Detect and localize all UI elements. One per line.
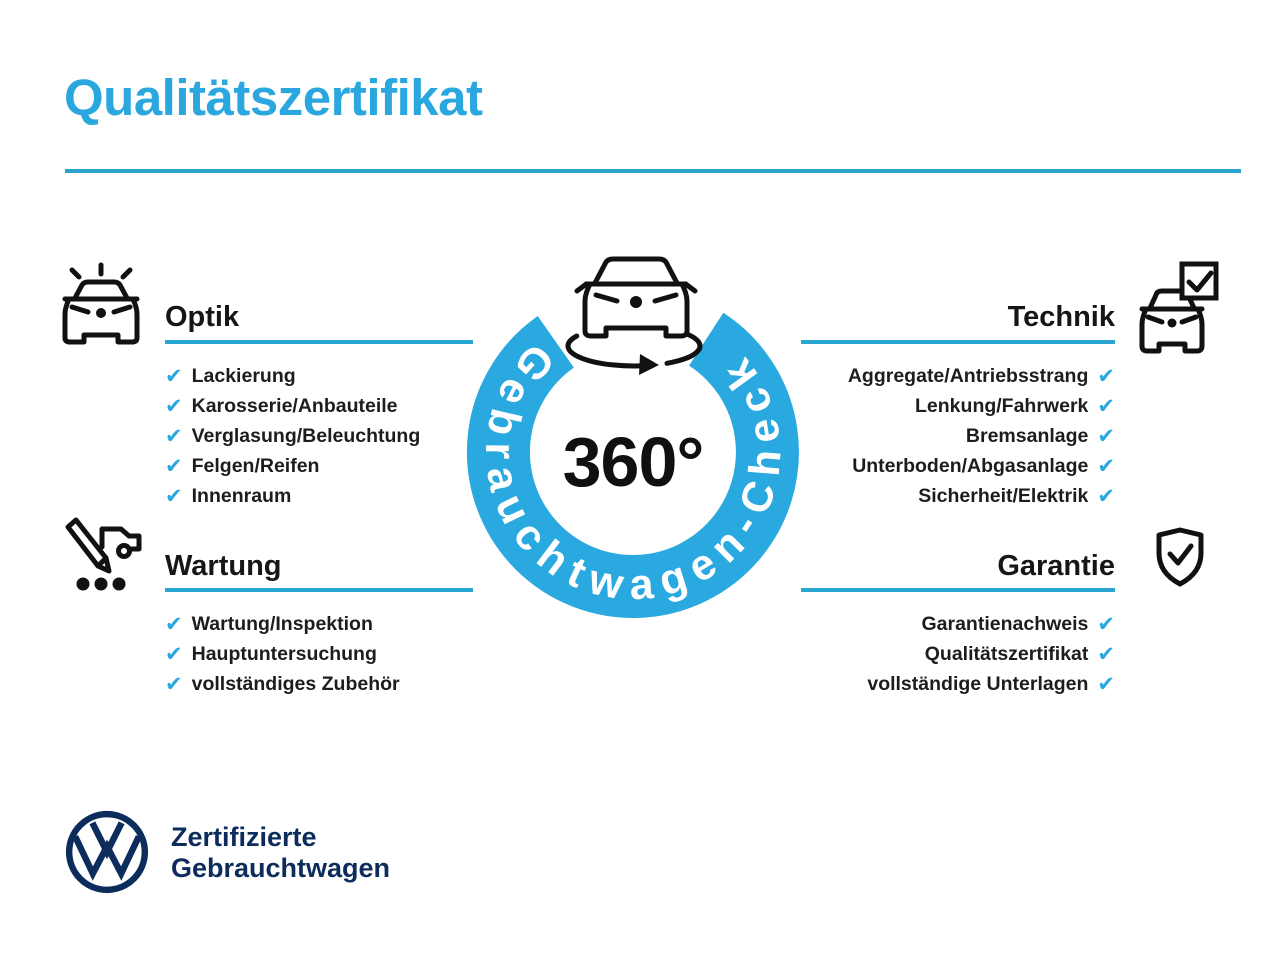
checkmark-icon: ✔ [1097,642,1115,666]
checklist-item [165,609,400,639]
checklist-item [165,639,400,669]
checklist-item-label: Qualitätszertifikat [924,642,1089,665]
technik-checklist [848,361,1115,511]
checkmark-icon: ✔ [165,484,183,508]
technik-divider [801,340,1115,344]
optik-checklist [165,361,420,511]
vw-logo [64,809,150,895]
checklist-item-label: vollständiges Zubehör [191,672,400,695]
checklist-item [848,361,1115,391]
checklist-item-label: Karosserie/Anbauteile [191,394,398,417]
checklist-item-label: Garantienachweis [921,612,1089,635]
checkmark-icon: ✔ [165,612,183,636]
checklist-item [165,481,420,511]
checklist-item [165,669,400,699]
checklist-item [165,361,420,391]
checklist-item-label: Wartung/Inspektion [191,612,373,635]
checklist-item [165,391,420,421]
optik-heading: Optik [165,301,240,333]
checklist-item [867,639,1115,669]
garantie-divider [801,588,1115,592]
checklist-item [848,481,1115,511]
checkmark-icon: ✔ [165,672,183,696]
checklist-item [867,669,1115,699]
checklist-item-label: Lackierung [191,364,296,387]
footer-line2: Gebrauchtwagen [171,853,391,883]
checklist-item [848,391,1115,421]
shield-check-icon [1150,523,1210,591]
checklist-item-label: Hauptuntersuchung [191,642,377,665]
checklist-item-label: Verglasung/Beleuchtung [191,424,421,447]
page-title: Qualitätszertifikat [64,69,483,126]
checklist-item [848,451,1115,481]
wartung-heading: Wartung [165,550,282,582]
garantie-heading: Garantie [997,550,1115,582]
checklist-item-label: Felgen/Reifen [191,454,320,477]
optik-divider [165,340,473,344]
pencil-truck-icon [58,516,144,596]
footer-line1: Zertifizierte [171,822,317,852]
checkmark-icon: ✔ [1097,424,1115,448]
wartung-checklist [165,609,400,699]
car-shine-icon [60,262,142,346]
checkmark-icon: ✔ [1097,454,1115,478]
checkmark-icon: ✔ [1097,394,1115,418]
checklist-item-label: Innenraum [191,484,292,507]
checklist-item-label: Sicherheit/Elektrik [918,484,1089,507]
degree-label: 360° [562,423,704,501]
checkmark-icon: ✔ [165,424,183,448]
checkmark-icon: ✔ [165,642,183,666]
car-emblem-dot [630,296,642,308]
checklist-item-label: Bremsanlage [965,424,1089,447]
checklist-item-label: vollständige Unterlagen [867,672,1089,695]
checkmark-icon: ✔ [1097,364,1115,388]
checklist-item-label: Aggregate/Antriebsstrang [847,364,1089,387]
checkmark-icon: ✔ [1097,612,1115,636]
checkmark-icon: ✔ [1097,672,1115,696]
technik-heading: Technik [1007,301,1115,333]
checklist-item [867,609,1115,639]
checklist-item [848,421,1115,451]
rotation-arrowhead [639,354,659,375]
car-checklist-icon [1138,260,1220,354]
checkmark-icon: ✔ [165,454,183,478]
wartung-divider [165,588,473,592]
footer-wordmark [171,822,390,884]
rotating-car-icon [568,259,700,366]
checkmark-icon: ✔ [165,394,183,418]
title-divider [65,169,1241,173]
checklist-item [165,421,420,451]
checklist-item [165,451,420,481]
checkmark-icon: ✔ [165,364,183,388]
garantie-checklist [867,609,1115,699]
checklist-item-label: Unterboden/Abgasanlage [852,454,1089,477]
360-check-badge [443,245,823,665]
ring-label: Gebrauchtwagen-Check [475,334,791,610]
checkmark-icon: ✔ [1097,484,1115,508]
checklist-item-label: Lenkung/Fahrwerk [915,394,1089,417]
